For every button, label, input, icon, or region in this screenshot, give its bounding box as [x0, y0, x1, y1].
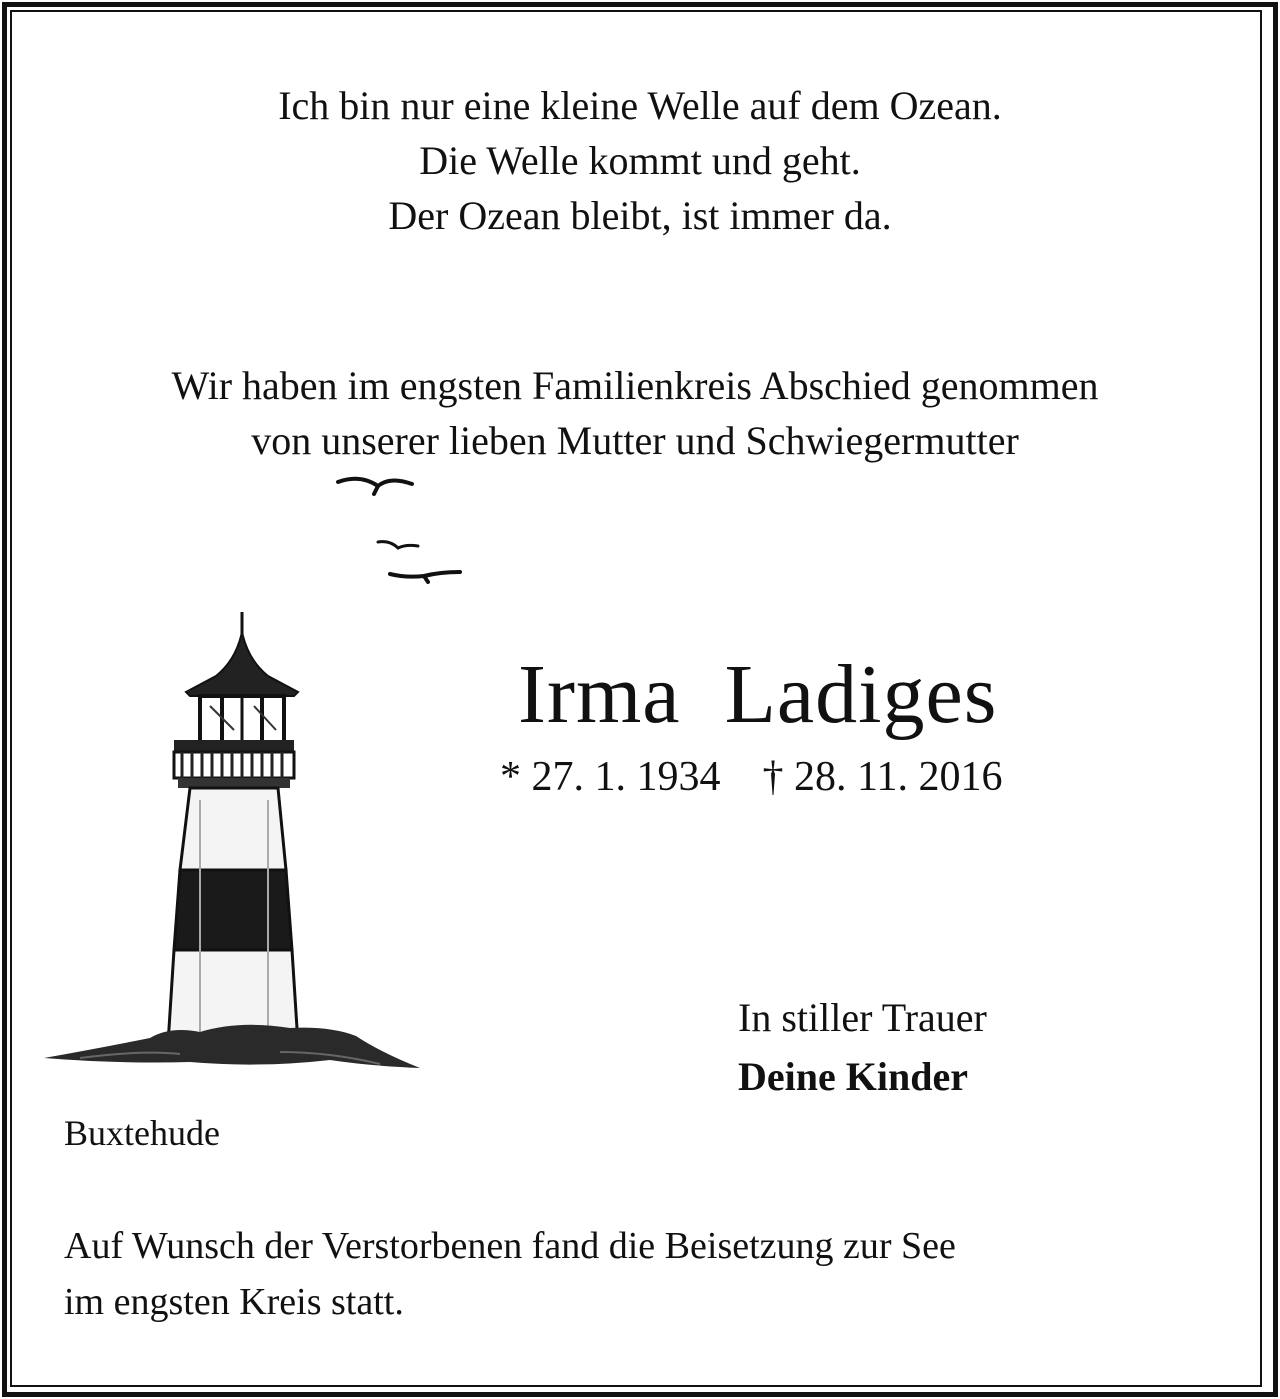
farewell-text — [0, 358, 1270, 468]
lighthouse-illustration — [40, 460, 480, 1110]
seagull-icon — [338, 479, 412, 494]
family-signature: Deine Kinder — [738, 1054, 968, 1099]
farewell-line-2: von unserer lieben Mutter und Schwiegermutter — [251, 418, 1019, 463]
birth-death-dates: * 27. 1. 1934 † 28. 11. 2016 — [500, 754, 1003, 800]
lighthouse-icon — [44, 612, 420, 1068]
farewell-line-1: Wir haben im engsten Familienkreis Abschied genommen — [171, 363, 1099, 408]
poem — [0, 78, 1280, 243]
seagull-icon — [378, 542, 418, 548]
poem-line-3: Der Ozean bleibt, ist immer da. — [388, 193, 892, 238]
deceased-name: Irma Ladiges — [518, 648, 998, 741]
poem-line-1: Ich bin nur eine kleine Welle auf dem Ozean. — [278, 83, 1002, 128]
poem-line-2: Die Welle kommt und geht. — [419, 138, 861, 183]
burial-notice — [64, 1218, 956, 1330]
seagull-icon — [390, 572, 460, 582]
burial-line-1: Auf Wunsch der Verstorbenen fand die Beisetzung zur See — [64, 1225, 956, 1267]
burial-line-2: im engsten Kreis statt. — [64, 1281, 404, 1323]
place-name: Buxtehude — [64, 1113, 220, 1153]
mourning-phrase: In stiller Trauer — [738, 995, 987, 1040]
